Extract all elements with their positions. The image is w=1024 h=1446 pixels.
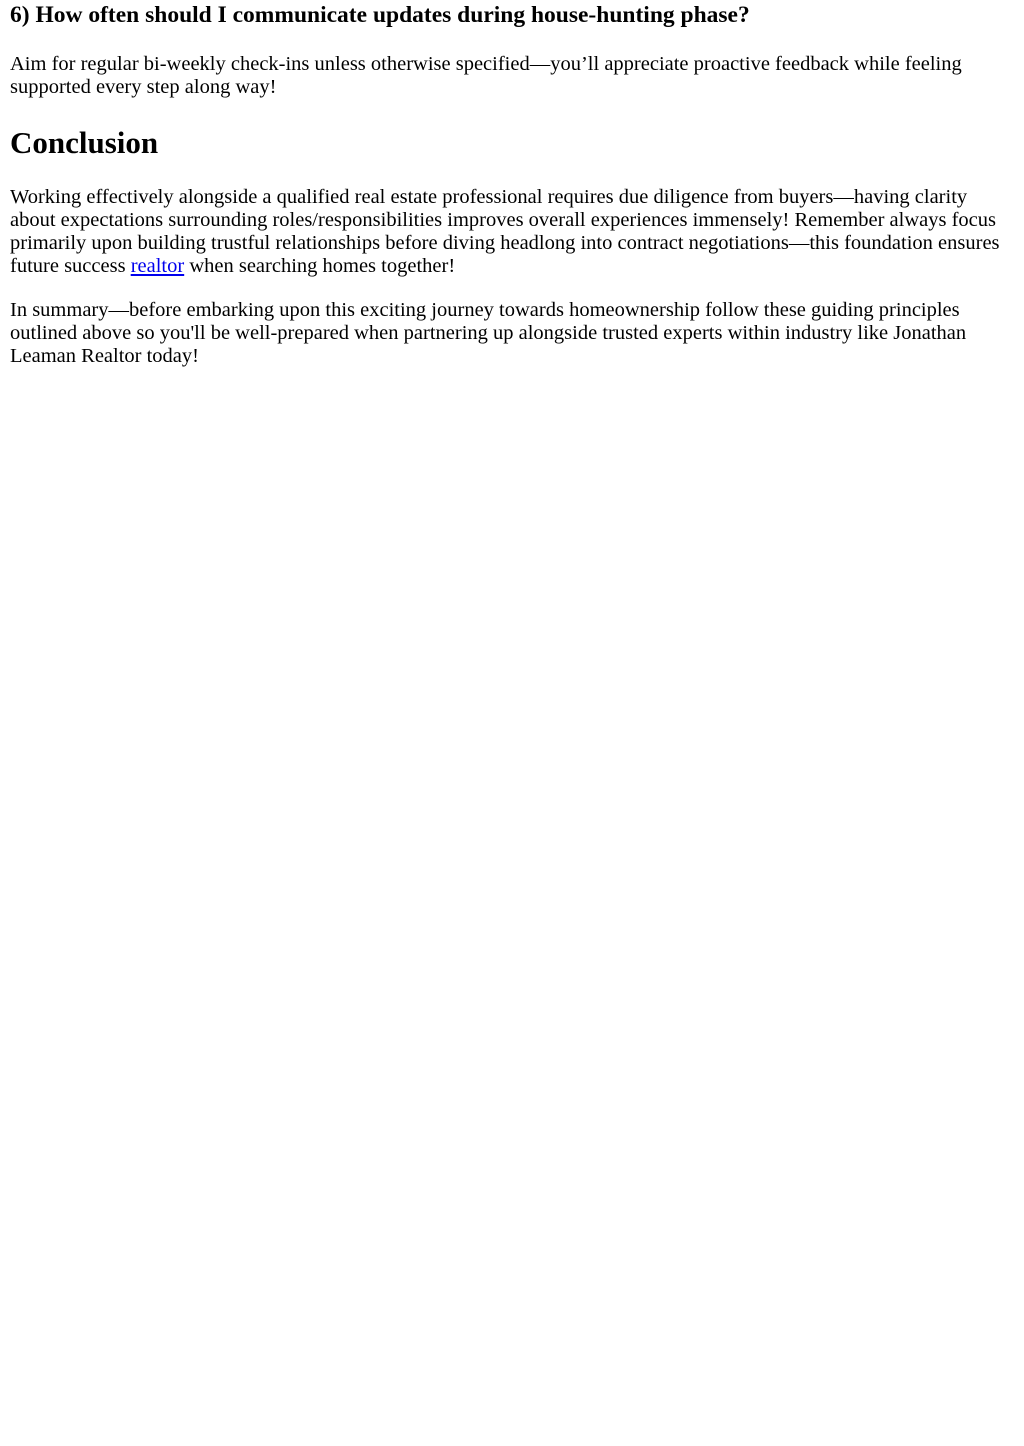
conclusion-paragraph-1-text-before-link: Working effectively alongside a qualified real estate professional requires due diligence from buyers—having clarity about expectations surrounding roles/responsibilities improves overall experiences immensely! Remember always focus primarily upon building trustful relationships before diving headlong into contract negotiations—this foundation ensures future success (10, 186, 1000, 277)
conclusion-paragraph-1 (10, 186, 1014, 278)
realtor-link[interactable]: realtor (130, 255, 185, 277)
conclusion-paragraph-2: In summary—before embarking upon this exciting journey towards homeownership follow these guiding principles outlined above so you'll be well-prepared when partnering up alongside trusted experts within industry like Jonathan Leaman Realtor today! (10, 299, 967, 367)
conclusion-heading: Conclusion (10, 125, 159, 160)
conclusion-paragraph-1-text-after-link: when searching homes together! (184, 255, 456, 277)
faq-answer-paragraph: Aim for regular bi-weekly check-ins unless otherwise specified—you’ll appreciate proactive feedback while feeling supported every step along way! (10, 53, 962, 98)
article-content (10, 0, 1014, 368)
faq-question-heading: 6) How often should I communicate updates during house-hunting phase? (10, 2, 750, 28)
